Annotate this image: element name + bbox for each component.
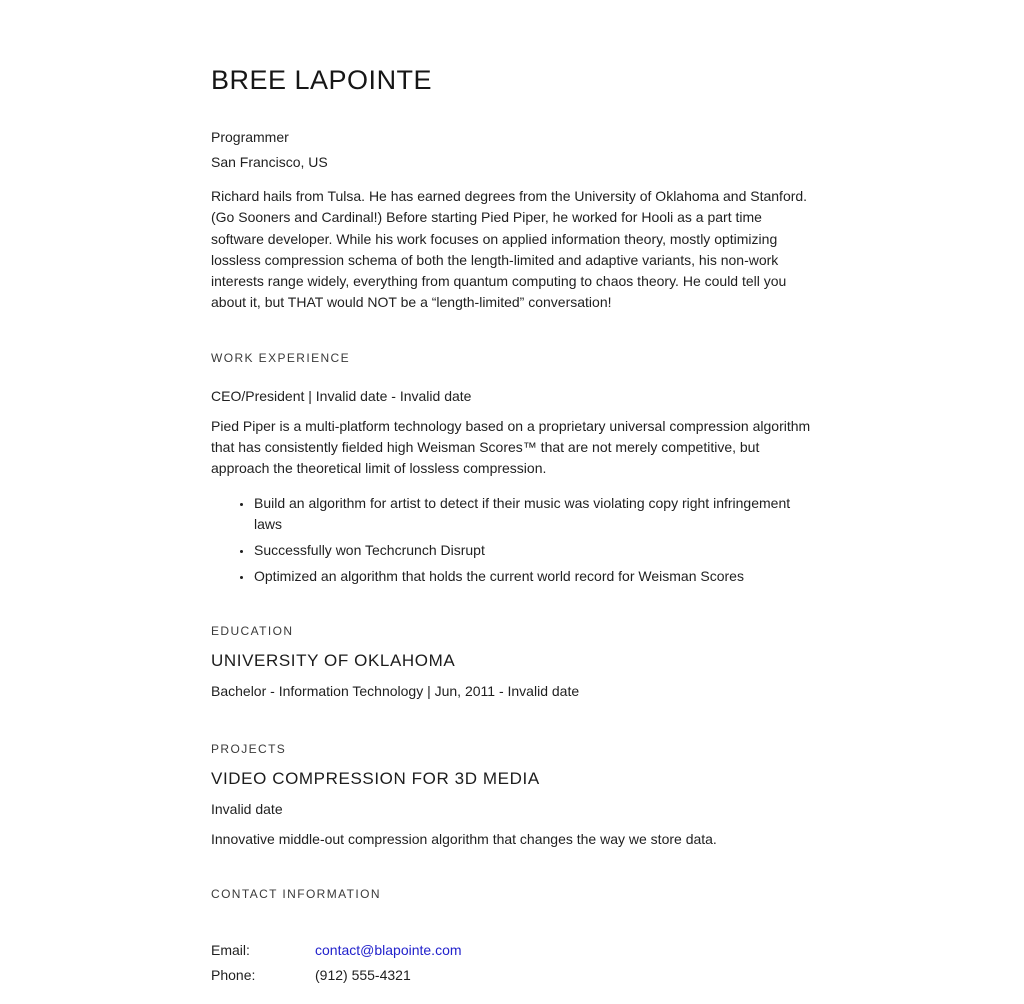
summary-paragraph: Richard hails from Tulsa. He has earned degrees from the University of Oklahoma and Stanford. (Go Sooners and Cardinal!) Before starting Pied Piper, he worked for Hooli as a part time software developer. While his work focuses on applied information theory, mostly optimizing lossless compression schema of both the length-limited and adaptive variants, his non-work interests range widely, everything from quantum computing to chaos theory. He could tell you about it, but THAT would NOT be a “length-limited” conversation!: [211, 188, 808, 311]
contact-phone-row: [211, 963, 813, 988]
work-bullet: • Build an algorithm for artist to detect if their music was violating copy right infringement laws: [253, 493, 813, 536]
contact-section: [211, 887, 813, 988]
phone-label: Phone:: [211, 967, 256, 984]
resume-name: BREE LAPOINTE: [211, 65, 433, 95]
project-description: Innovative middle-out compression algorithm that changes the way we store data.: [211, 830, 717, 847]
work-description: Pied Piper is a multi-platform technology based on a proprietary universal compression algorithm that has consistently fielded high Weisman Scores™ that are not merely competitive, but approach the theoretical limit of lossless compression.: [211, 417, 811, 477]
education-school: UNIVERSITY OF OKLAHOMA: [211, 650, 456, 670]
contact-heading: CONTACT INFORMATION: [211, 887, 381, 902]
work-experience-heading: WORK EXPERIENCE: [211, 350, 351, 365]
email-label: Email:: [211, 942, 250, 959]
education-section: [211, 624, 813, 700]
resume-page: [211, 66, 813, 988]
projects-section: [211, 742, 813, 850]
phone-value: (912) 555-4321: [315, 967, 411, 984]
contact-email-row: [211, 938, 813, 963]
education-heading: EDUCATION: [211, 623, 294, 638]
project-date: Invalid date: [211, 800, 283, 817]
contact-rows: [211, 938, 813, 988]
email-link[interactable]: contact@blapointe.com: [315, 942, 462, 959]
work-bullet-list: [211, 493, 813, 587]
location: San Francisco, US: [211, 154, 328, 170]
work-bullet: • Successfully won Techcrunch Disrupt: [253, 540, 813, 561]
project-name: VIDEO COMPRESSION FOR 3D MEDIA: [211, 768, 540, 788]
education-degree-line: Bachelor - Information Technology | Jun, 2011 - Invalid date: [211, 682, 580, 699]
work-role-line: CEO/President | Invalid date - Invalid date: [211, 387, 472, 404]
job-title: Programmer: [211, 129, 289, 145]
work-bullet: • Optimized an algorithm that holds the current world record for Weisman Scores: [253, 566, 813, 587]
work-experience-section: [211, 351, 813, 587]
projects-heading: PROJECTS: [211, 741, 287, 756]
